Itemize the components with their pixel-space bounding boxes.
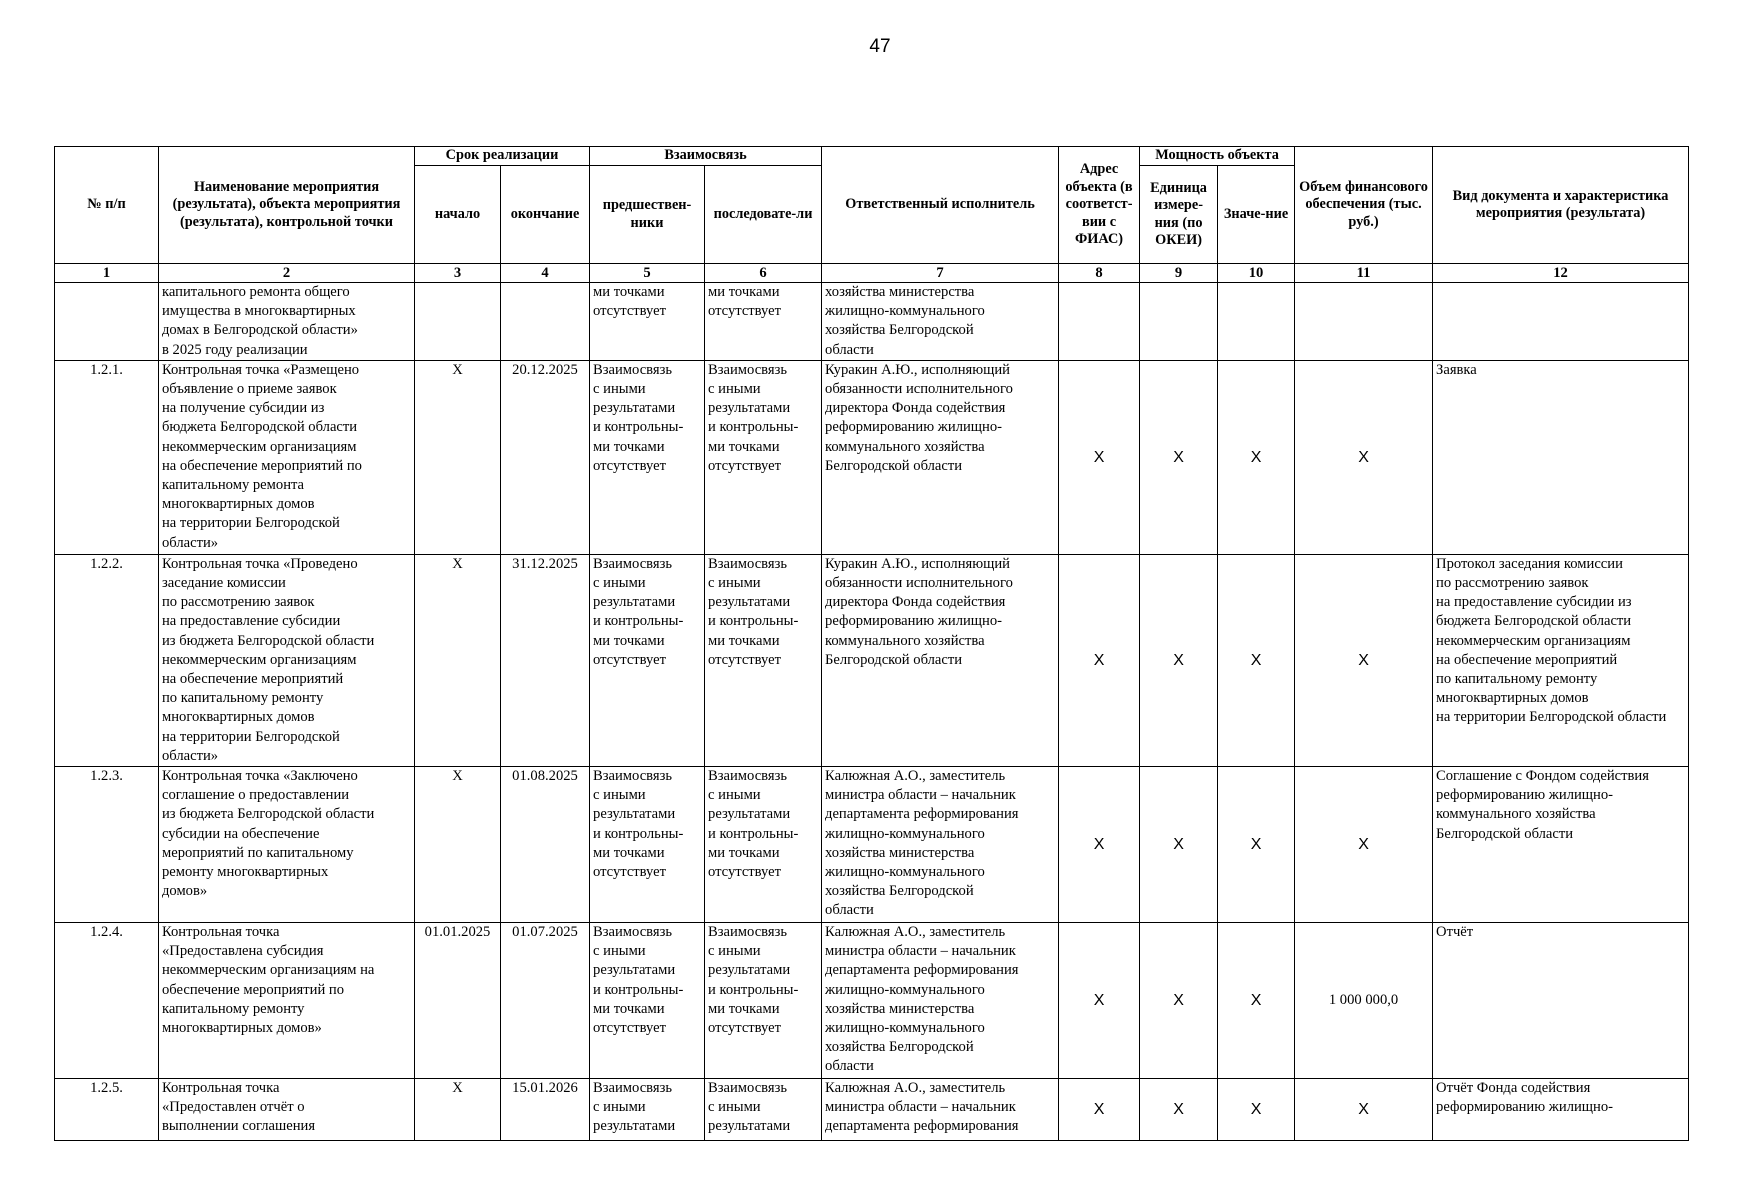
cell-finance: X: [1295, 554, 1433, 766]
cell-address: X: [1059, 1079, 1140, 1141]
cell-name: Контрольная точка «Предоставлена субсидия некоммерческим организациям на обеспечение мероприятий по капитальному ремонту многоквартирных домов»: [159, 923, 415, 1079]
cell-predecessors: Взаимосвязь с иными результатами и контрольны- ми точками отсутствует: [590, 360, 705, 554]
column-number: 6: [705, 264, 822, 283]
table-row: [55, 923, 1689, 1079]
table-row: [55, 1079, 1689, 1141]
cell-address: X: [1059, 360, 1140, 554]
cell-num: 1.2.5.: [55, 1079, 159, 1141]
cell-unit: X: [1140, 360, 1218, 554]
cell-end: 01.07.2025: [501, 923, 590, 1079]
header-name: Наименование мероприятия (результата), объекта мероприятия (результата), контрольной точки: [159, 147, 415, 264]
header-unit: Единица измере-ния (по ОКЕИ): [1140, 166, 1218, 264]
cell-successors: Взаимосвязь с иными результатами и контрольны- ми точками отсутствует: [705, 554, 822, 766]
cell-unit: X: [1140, 767, 1218, 923]
header-num: № п/п: [55, 147, 159, 264]
cell-name: Контрольная точка «Заключено соглашение о предоставлении из бюджета Белгородской области субсидии на обеспечение мероприятий по капитальному ремонту многоквартирных домов»: [159, 767, 415, 923]
cell-end: 31.12.2025: [501, 554, 590, 766]
cell-executor: Куракин А.Ю., исполняющий обязанности исполнительного директора Фонда содействия реформированию жилищно- коммунального хозяйства Белгородской области: [822, 360, 1059, 554]
cell-predecessors: Взаимосвязь с иными результатами и контрольны- ми точками отсутствует: [590, 923, 705, 1079]
column-number: 11: [1295, 264, 1433, 283]
cell-executor: Куракин А.Ю., исполняющий обязанности исполнительного директора Фонда содействия реформированию жилищно- коммунального хозяйства Белгородской области: [822, 554, 1059, 766]
cell-document: Протокол заседания комиссии по рассмотрению заявок на предоставление субсидии из бюджета Белгородской области некоммерческим организациям на обеспечение мероприятий по капитальному ремонту многоквартирных домов на территории Белгородской области: [1433, 554, 1689, 766]
cell-finance: X: [1295, 1079, 1433, 1141]
cell-predecessors: Взаимосвязь с иными результатами и контрольны- ми точками отсутствует: [590, 554, 705, 766]
header-relation: Взаимосвязь: [590, 147, 822, 166]
cell-start: X: [415, 360, 501, 554]
cell-unit: X: [1140, 923, 1218, 1079]
column-number: 12: [1433, 264, 1689, 283]
column-number: 2: [159, 264, 415, 283]
cell-predecessors: ми точками отсутствует: [590, 283, 705, 361]
cell-successors: Взаимосвязь с иными результатами: [705, 1079, 822, 1141]
header-start: начало: [415, 166, 501, 264]
cell-start: X: [415, 767, 501, 923]
column-number: 4: [501, 264, 590, 283]
cell-unit: X: [1140, 554, 1218, 766]
cell-executor: хозяйства министерства жилищно-коммунального хозяйства Белгородской области: [822, 283, 1059, 361]
cell-num: 1.2.2.: [55, 554, 159, 766]
cell-successors: Взаимосвязь с иными результатами и контрольны- ми точками отсутствует: [705, 767, 822, 923]
column-number: 10: [1218, 264, 1295, 283]
header-successors: последовате-ли: [705, 166, 822, 264]
cell-address: X: [1059, 554, 1140, 766]
table-row: [55, 767, 1689, 923]
cell-successors: ми точками отсутствует: [705, 283, 822, 361]
cell-document: Отчёт: [1433, 923, 1689, 1079]
cell-end: 15.01.2026: [501, 1079, 590, 1141]
cell-value: X: [1218, 1079, 1295, 1141]
cell-value: X: [1218, 554, 1295, 766]
plan-table: [54, 146, 1689, 1141]
cell-finance: X: [1295, 360, 1433, 554]
cell-start: 01.01.2025: [415, 923, 501, 1079]
cell-end: 01.08.2025: [501, 767, 590, 923]
column-number: 9: [1140, 264, 1218, 283]
cell-successors: Взаимосвязь с иными результатами и контрольны- ми точками отсутствует: [705, 923, 822, 1079]
column-number: 5: [590, 264, 705, 283]
column-number: 3: [415, 264, 501, 283]
cell-unit: X: [1140, 1079, 1218, 1141]
table-row-continued: [55, 283, 1689, 361]
cell-start: X: [415, 1079, 501, 1141]
header-executor: Ответственный исполнитель: [822, 147, 1059, 264]
cell-num: 1.2.3.: [55, 767, 159, 923]
cell-finance: 1 000 000,0: [1295, 923, 1433, 1079]
cell-num: 1.2.4.: [55, 923, 159, 1079]
cell-document: Отчёт Фонда содействия реформированию жилищно-: [1433, 1079, 1689, 1141]
cell-name: капитального ремонта общего имущества в многоквартирных домах в Белгородской области» в 2025 году реализации: [159, 283, 415, 361]
header-address: Адрес объекта (в соответст-вии с ФИАС): [1059, 147, 1140, 264]
column-number-row: [55, 264, 1689, 283]
cell-name: Контрольная точка «Проведено заседание комиссии по рассмотрению заявок на предоставление субсидии из бюджета Белгородской области некоммерческим организациям на обеспечение мероприятий по капитальному ремонту многоквартирных домов на территории Белгородской области»: [159, 554, 415, 766]
cell-predecessors: Взаимосвязь с иными результатами и контрольны- ми точками отсутствует: [590, 767, 705, 923]
cell-executor: Калюжная А.О., заместитель министра области – начальник департамента реформирования: [822, 1079, 1059, 1141]
page-number: 47: [869, 36, 891, 57]
cell-document: Соглашение с Фондом содействия реформированию жилищно- коммунального хозяйства Белгородской области: [1433, 767, 1689, 923]
table-row: [55, 554, 1689, 766]
column-number: 8: [1059, 264, 1140, 283]
cell-document: Заявка: [1433, 360, 1689, 554]
column-number: 7: [822, 264, 1059, 283]
table-row: [55, 360, 1689, 554]
cell-executor: Калюжная А.О., заместитель министра области – начальник департамента реформирования жилищно-коммунального хозяйства министерства жилищно-коммунального хозяйства Белгородской области: [822, 767, 1059, 923]
cell-num: 1.2.1.: [55, 360, 159, 554]
header-predecessors: предшествен-ники: [590, 166, 705, 264]
header-end: окончание: [501, 166, 590, 264]
cell-finance: X: [1295, 767, 1433, 923]
cell-name: Контрольная точка «Предоставлен отчёт о выполнении соглашения: [159, 1079, 415, 1141]
cell-address: X: [1059, 923, 1140, 1079]
header-capacity: Мощность объекта: [1140, 147, 1295, 166]
header-period: Срок реализации: [415, 147, 590, 166]
column-number: 1: [55, 264, 159, 283]
cell-name: Контрольная точка «Размещено объявление о приеме заявок на получение субсидии из бюджета Белгородской области некоммерческим организациям на обеспечение мероприятий по капитальному ремонта многоквартирных домов на территории Белгородской области»: [159, 360, 415, 554]
header-document: Вид документа и характеристика мероприятия (результата): [1433, 147, 1689, 264]
header-value: Значе-ние: [1218, 166, 1295, 264]
cell-start: X: [415, 554, 501, 766]
header-finance: Объем финансового обеспечения (тыс. руб.): [1295, 147, 1433, 264]
cell-value: X: [1218, 360, 1295, 554]
cell-end: 20.12.2025: [501, 360, 590, 554]
cell-value: X: [1218, 923, 1295, 1079]
cell-address: X: [1059, 767, 1140, 923]
cell-predecessors: Взаимосвязь с иными результатами: [590, 1079, 705, 1141]
cell-executor: Калюжная А.О., заместитель министра области – начальник департамента реформирования жилищно-коммунального хозяйства министерства жилищно-коммунального хозяйства Белгородской области: [822, 923, 1059, 1079]
cell-successors: Взаимосвязь с иными результатами и контрольны- ми точками отсутствует: [705, 360, 822, 554]
cell-value: X: [1218, 767, 1295, 923]
